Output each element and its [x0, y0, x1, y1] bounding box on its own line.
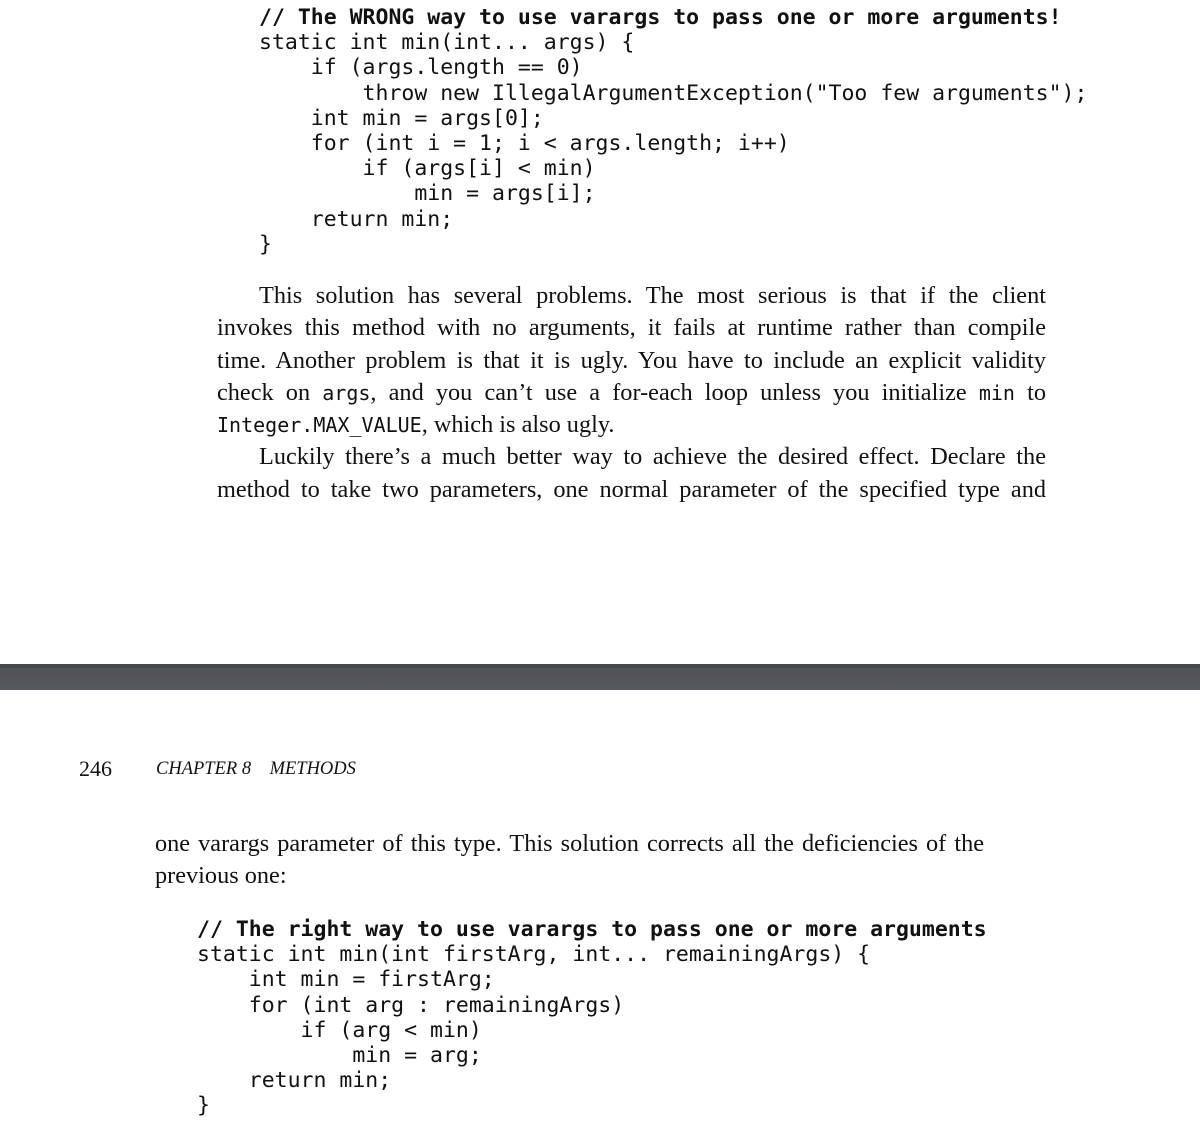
text-line: one varargs parameter of this type. This solution corrects all the deficiencies of the — [155, 830, 984, 857]
text-fragment: check on — [217, 378, 323, 406]
text-line: This solution has several problems. The most serious is that if the client — [259, 282, 1046, 309]
code-line: return min; — [197, 1068, 392, 1094]
page-number: 246 — [79, 756, 112, 781]
text-fragment: to — [1014, 378, 1046, 406]
code-line: static int min(int... args) { — [259, 30, 635, 56]
code-block-wrong-way — [259, 5, 1087, 257]
text-line: invokes this method with no arguments, it fails at runtime rather than compile — [217, 314, 1046, 342]
body-paragraph-problems — [217, 280, 1046, 506]
code-line: return min; — [259, 206, 454, 232]
code-line: if (args[i] < min) — [259, 156, 596, 182]
code-line: for (int arg : remainingArgs) — [197, 992, 625, 1018]
code-comment: // The WRONG way to use varargs to pass one or more arguments! — [259, 5, 1062, 30]
inline-code: Integer.MAX_VALUE — [217, 413, 422, 438]
inline-code: min — [978, 380, 1015, 405]
code-line: for (int i = 1; i < args.length; i++) — [259, 130, 790, 156]
text-line — [217, 409, 1046, 441]
page-divider — [0, 664, 1200, 690]
code-line: if (arg < min) — [197, 1017, 482, 1043]
text-line: method to take two parameters, one normal parameter of the specified type and — [217, 475, 1046, 503]
code-line: min = arg; — [197, 1042, 482, 1068]
running-head: CHAPTER 8 METHODS — [156, 759, 356, 779]
text-fragment: , which is also ugly. — [421, 411, 615, 439]
text-fragment: , and you can’t use a for-each loop unless you initialize — [370, 378, 979, 406]
code-comment: // The right way to use varargs to pass one or more arguments — [197, 917, 987, 942]
code-line: if (args.length == 0) — [259, 55, 583, 81]
text-line: previous one: — [155, 862, 287, 890]
code-line: static int min(int firstArg, int... remainingArgs) { — [197, 942, 871, 968]
code-line: min = args[i]; — [259, 181, 596, 207]
code-line: throw new IllegalArgumentException("Too few arguments"); — [259, 80, 1088, 106]
code-line: int min = args[0]; — [259, 105, 544, 131]
code-line: } — [259, 231, 272, 257]
body-paragraph-continuation — [155, 828, 984, 893]
inline-code: args — [322, 380, 371, 405]
code-line: } — [197, 1093, 210, 1119]
code-line: int min = firstArg; — [197, 967, 495, 993]
text-line: Luckily there’s a much better way to achieve the desired effect. Declare the — [259, 443, 1046, 471]
text-line: time. Another problem is that it is ugly. You have to include an explicit validity — [217, 346, 1046, 374]
code-block-right-way — [197, 917, 987, 1119]
text-line — [217, 377, 1046, 409]
